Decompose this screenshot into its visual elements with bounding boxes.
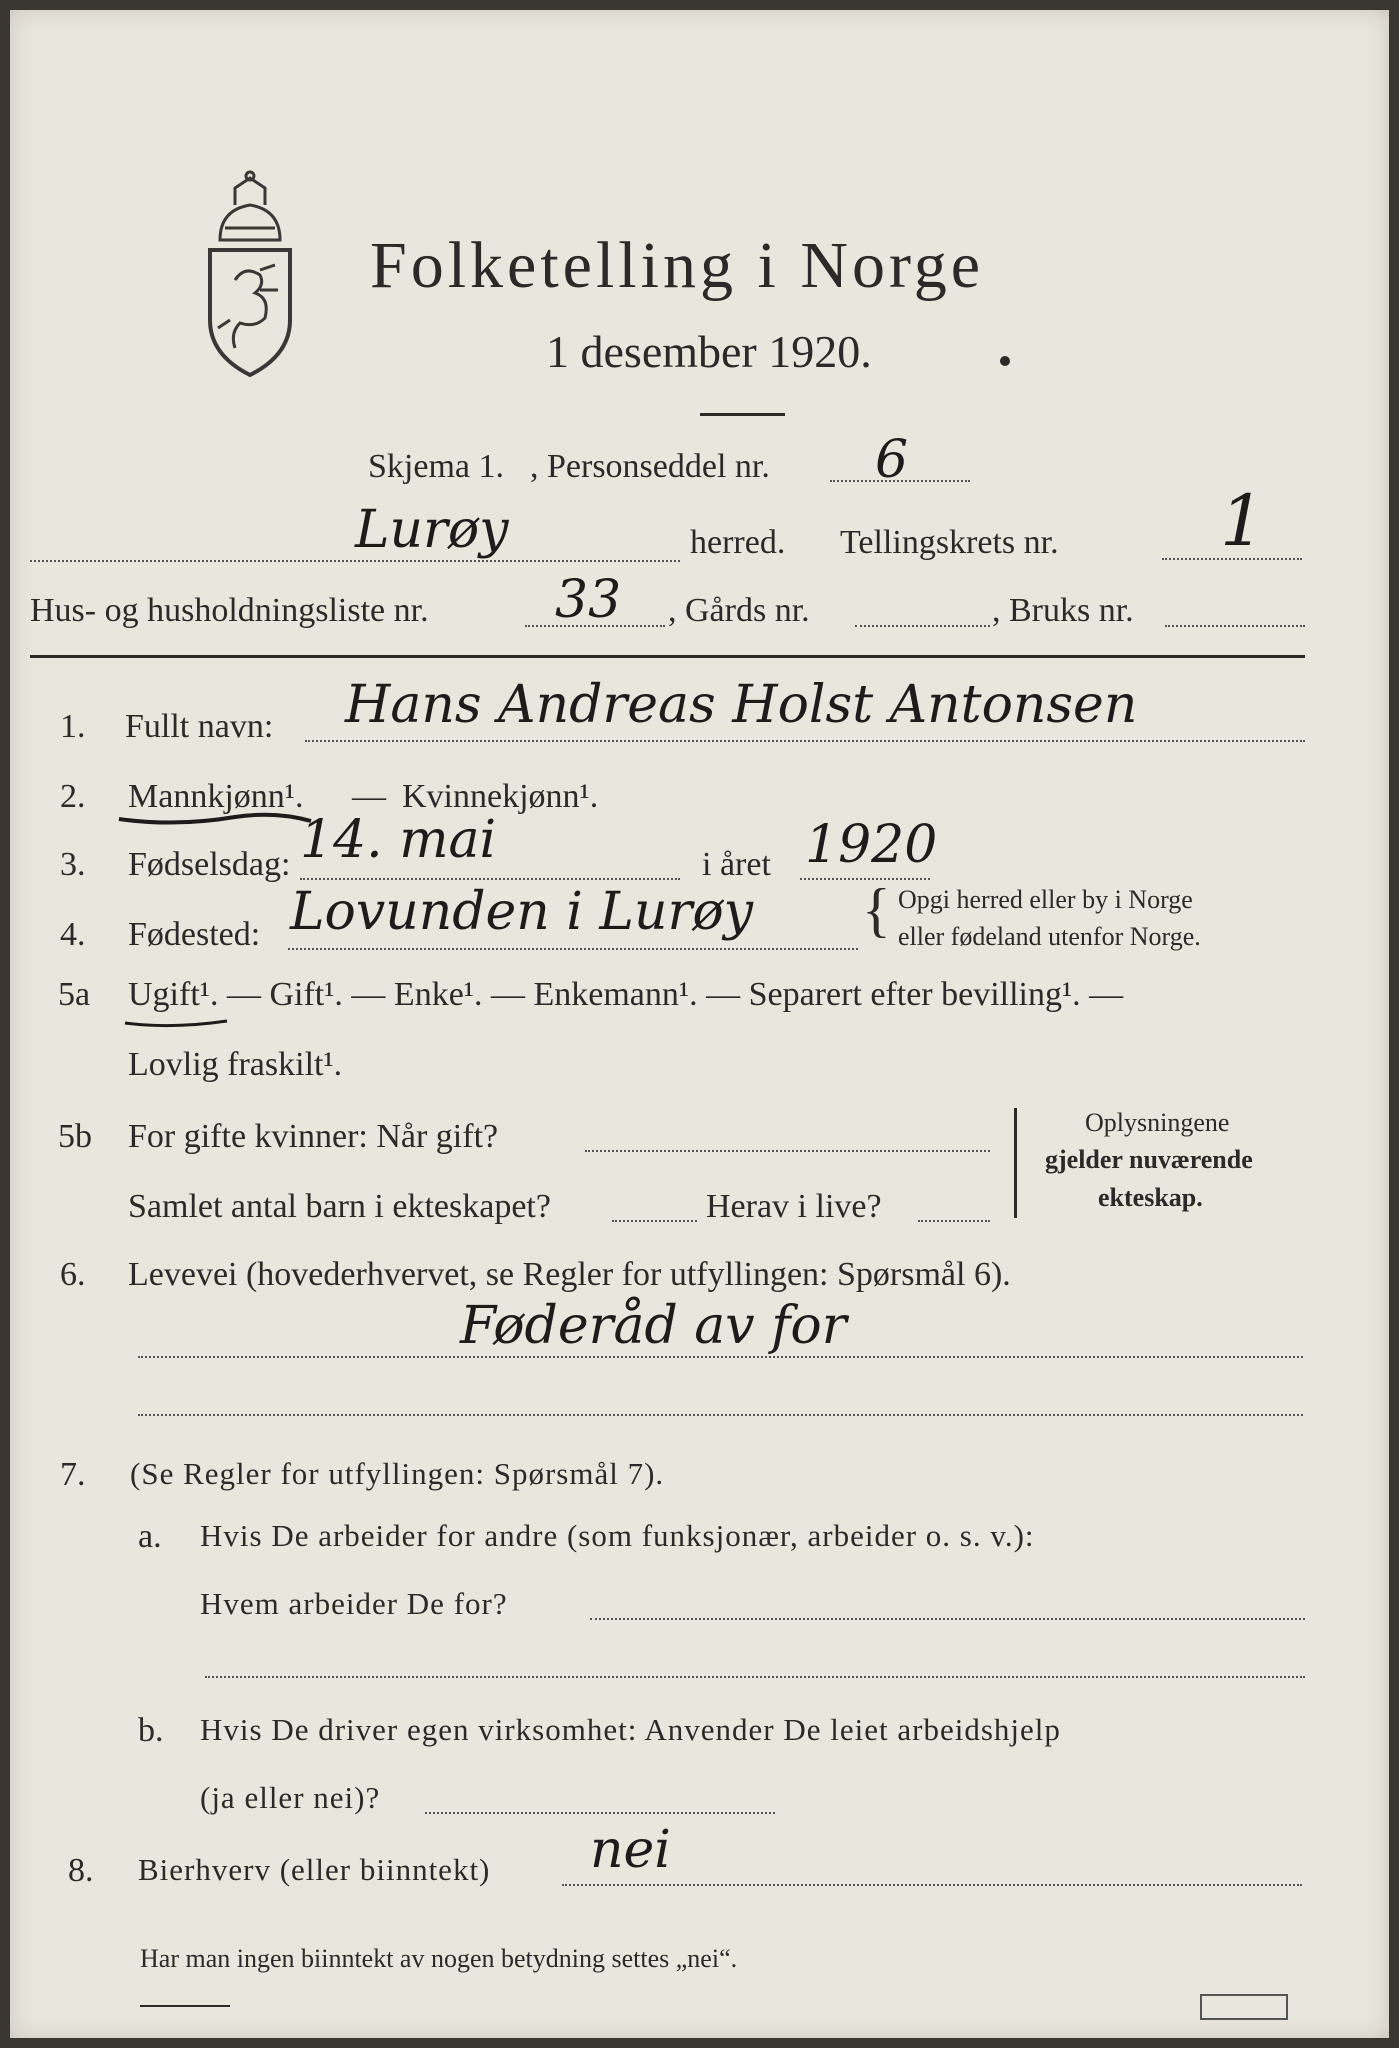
form-date: 1 desember 1920. bbox=[546, 326, 872, 377]
q4-label: Fødested: bbox=[128, 916, 261, 953]
q1-value: Hans Andreas Holst Antonsen bbox=[345, 675, 1138, 735]
q7b-line-1: Hvis De driver egen virksomhet: Anvender De leiet arbeidshjelp bbox=[200, 1712, 1061, 1747]
q6-line-1 bbox=[138, 1356, 1303, 1358]
q5b-note-2: gjelder nuværende bbox=[1045, 1145, 1253, 1174]
q3-number: 3. bbox=[60, 846, 86, 883]
q8-value: nei bbox=[590, 1820, 671, 1880]
bruks-line bbox=[1165, 625, 1305, 627]
q7b-answer-line bbox=[425, 1812, 775, 1814]
q8-number: 8. bbox=[68, 1852, 94, 1889]
q8-label: Bierhverv (eller biinntekt) bbox=[138, 1852, 491, 1887]
q5a-line-2: Lovlig fraskilt¹. bbox=[128, 1046, 343, 1083]
tellingskrets-label: Tellingskrets nr. bbox=[840, 524, 1059, 561]
personseddel-label: , Personseddel nr. bbox=[530, 448, 770, 485]
q7b-letter: b. bbox=[138, 1712, 164, 1749]
q7a-answer-line-2 bbox=[205, 1676, 1305, 1678]
q7-number: 7. bbox=[60, 1456, 86, 1493]
husliste-value: 33 bbox=[555, 570, 622, 630]
gaards-label: , Gårds nr. bbox=[668, 592, 810, 629]
printer-stamp bbox=[1200, 1994, 1288, 2020]
tellingskrets-value: 1 bbox=[1220, 480, 1265, 562]
q2-number: 2. bbox=[60, 778, 86, 815]
q4-note-2: eller fødeland utenfor Norge. bbox=[898, 922, 1201, 951]
q5b-line-2a: Samlet antal barn i ekteskapet? bbox=[128, 1188, 551, 1225]
gaards-line bbox=[855, 625, 990, 627]
q3-year-label: i året bbox=[702, 846, 771, 883]
q4-brace: { bbox=[862, 877, 891, 943]
dot-mark bbox=[1000, 356, 1010, 366]
herred-label: herred. bbox=[690, 524, 786, 561]
q7a-letter: a. bbox=[138, 1518, 162, 1555]
q2-male-underline bbox=[115, 805, 315, 829]
q2-male: Mannkjønn¹. bbox=[128, 778, 304, 815]
form-title: Folketelling i Norge bbox=[370, 229, 985, 302]
q6-value: Føderåd av for bbox=[460, 1296, 847, 1356]
title-divider bbox=[700, 413, 785, 416]
skjema-label: Skjema 1. bbox=[368, 448, 504, 485]
q7a-answer-line bbox=[590, 1618, 1305, 1620]
q7a-line-2: Hvem arbeider De for? bbox=[200, 1586, 508, 1621]
q4-number: 4. bbox=[60, 916, 86, 953]
q2-female: Kvinnekjønn¹. bbox=[402, 778, 599, 815]
q4-value: Lovunden i Lurøy bbox=[290, 882, 753, 942]
q5b-married-line bbox=[585, 1150, 990, 1152]
section-divider bbox=[30, 655, 1305, 658]
personseddel-value: 6 bbox=[875, 430, 909, 490]
q5a-number: 5a bbox=[58, 976, 91, 1013]
q6-line-2 bbox=[138, 1414, 1303, 1416]
q7a-line-1: Hvis De arbeider for andre (som funksjonær, arbeider o. s. v.): bbox=[200, 1518, 1035, 1553]
q3-value: 14. mai bbox=[300, 810, 497, 870]
q4-note-1: Opgi herred eller by i Norge bbox=[898, 885, 1193, 914]
q3-label: Fødselsdag: bbox=[128, 846, 291, 883]
q7-label: (Se Regler for utfyllingen: Spørsmål 7). bbox=[130, 1456, 665, 1491]
q5b-line-2b: Herav i live? bbox=[706, 1188, 882, 1225]
q1-label: Fullt navn: bbox=[125, 708, 274, 745]
q5b-note-3: ekteskap. bbox=[1098, 1183, 1203, 1212]
q5b-line-1: For gifte kvinner: Når gift? bbox=[128, 1118, 499, 1155]
q5b-note-1: Oplysningene bbox=[1085, 1108, 1230, 1137]
q5b-bracket bbox=[1014, 1108, 1017, 1218]
q6-label: Levevei (hovederhvervet, se Regler for utfyllingen: Spørsmål 6). bbox=[128, 1256, 1011, 1293]
q7b-line-2: (ja eller nei)? bbox=[200, 1780, 381, 1815]
footer-rule bbox=[140, 2005, 230, 2007]
q5b-number: 5b bbox=[58, 1118, 92, 1155]
q6-number: 6. bbox=[60, 1256, 86, 1293]
q4-line bbox=[288, 948, 858, 950]
coat-of-arms-icon bbox=[190, 170, 310, 380]
q3-year-value: 1920 bbox=[805, 815, 938, 875]
q2-sep: — bbox=[352, 778, 386, 815]
q5a-ugift-underline bbox=[122, 1015, 232, 1031]
q5a-line-1: Ugift¹. — Gift¹. — Enke¹. — Enkemann¹. — Separert efter bevilling¹. — bbox=[128, 976, 1124, 1013]
q5b-alive-line bbox=[918, 1220, 990, 1222]
q5b-children-line bbox=[612, 1220, 697, 1222]
bruks-label: , Bruks nr. bbox=[992, 592, 1134, 629]
husliste-label: Hus- og husholdningsliste nr. bbox=[30, 592, 429, 629]
q3-line bbox=[300, 878, 680, 880]
q1-number: 1. bbox=[60, 708, 86, 745]
q1-line bbox=[305, 740, 1305, 742]
footer-note: Har man ingen biinntekt av nogen betydning settes „nei“. bbox=[140, 1944, 738, 1973]
herred-value: Lurøy bbox=[355, 500, 509, 560]
q8-line bbox=[562, 1884, 1302, 1886]
herred-line bbox=[30, 560, 680, 562]
